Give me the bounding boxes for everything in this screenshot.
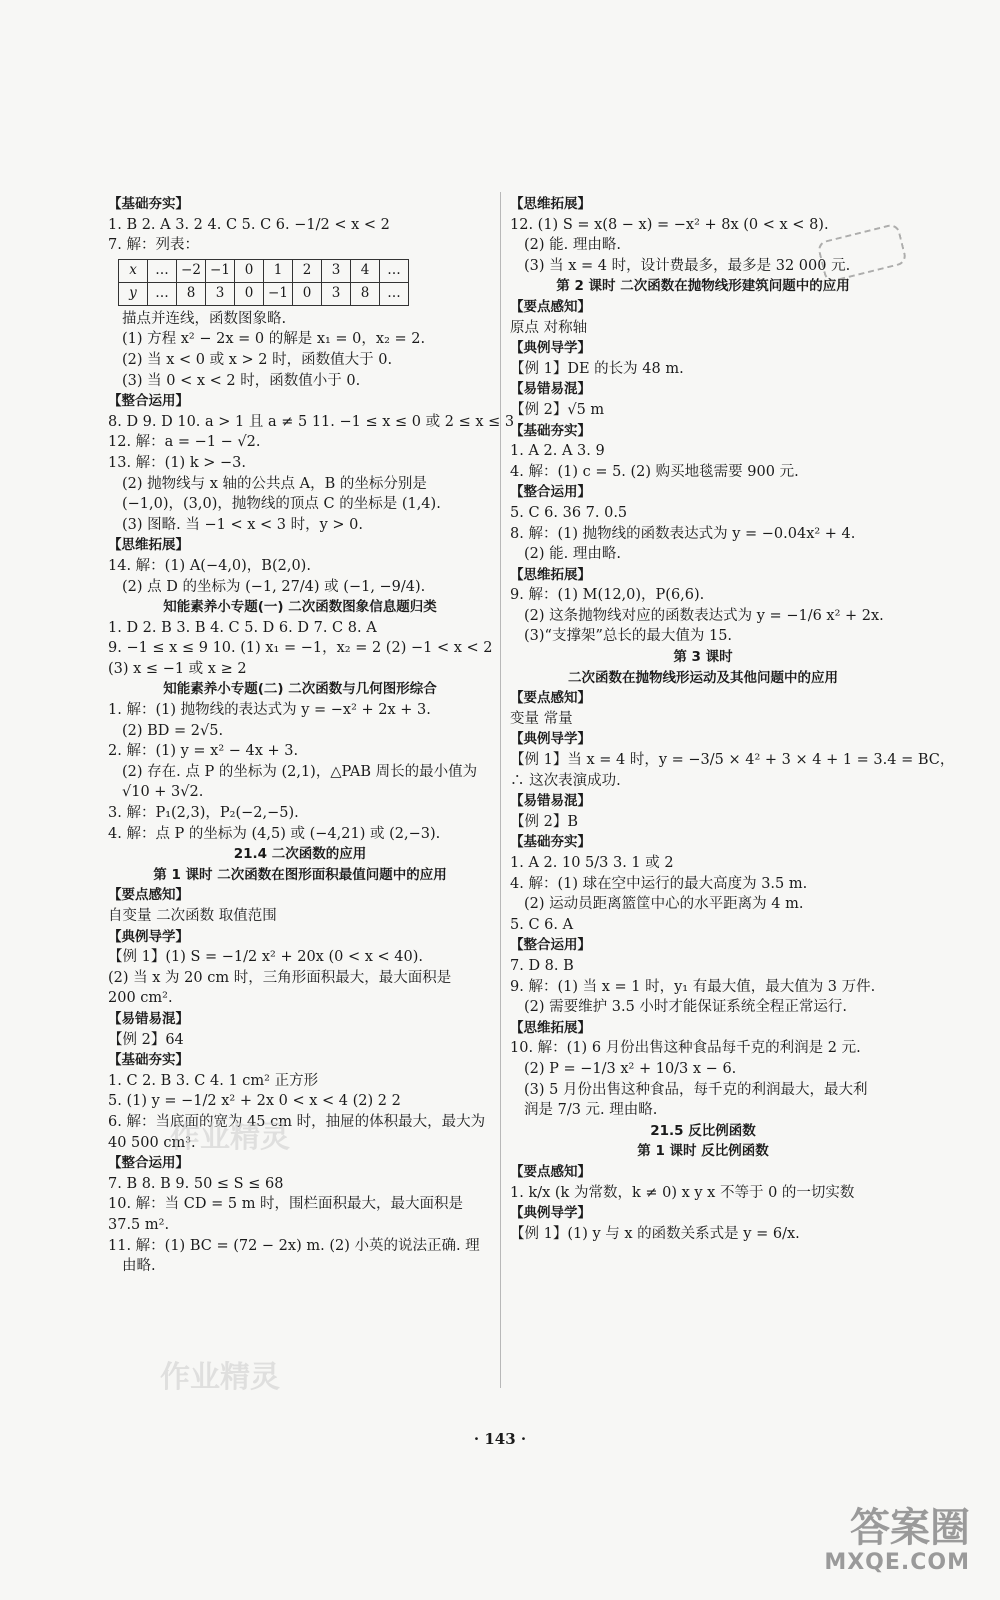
text-line: 由略.	[122, 1258, 156, 1275]
text-line: 1. A 2. 10 5/3 3. 1 或 2	[510, 855, 674, 871]
text-line: √10 + 3√2.	[122, 784, 204, 801]
table-cell: 0	[235, 259, 264, 282]
text-line: (2) 需要维护 3.5 小时才能保证系统全程正常运行.	[524, 999, 848, 1016]
table-cell: −1	[206, 259, 235, 282]
table-row	[119, 259, 409, 282]
text-line: 2. 解：(1) y = x² − 4x + 3.	[108, 743, 299, 760]
text-line: (2) 这条抛物线对应的函数表达式为 y = −1/6 x² + 2x.	[524, 607, 884, 624]
text-line: (2) BD = 2√5.	[122, 722, 224, 739]
table-cell: …	[148, 259, 177, 282]
text-line: 5. C 6. 36 7. 0.5	[510, 504, 628, 521]
left-column	[108, 194, 515, 1277]
text-line: (2) 抛物线与 x 轴的公共点 A，B 的坐标分别是	[122, 475, 427, 492]
text-line: 4. 解：点 P 的坐标为 (4,5) 或 (−4,21) 或 (2,−3).	[108, 825, 441, 842]
text-line: 7. B 8. B 9. 50 ≤ S ≤ 68	[108, 1175, 284, 1192]
table-cell: 8	[351, 282, 380, 305]
section-heading: 【典例导学】	[510, 731, 591, 748]
text-line: 9. 解：(1) M(12,0)，P(6,6).	[510, 587, 705, 604]
text-line: 5. (1) y = −1/2 x² + 2x 0 < x < 4 (2) 2 2	[108, 1093, 401, 1110]
page-number: · 143 ·	[473, 1430, 527, 1448]
text-line: (−1,0)，(3,0)，抛物线的顶点 C 的坐标是 (1,4).	[122, 496, 441, 513]
text-line: (3) 图略. 当 −1 < x < 3 时，y > 0.	[122, 516, 363, 533]
text-line: 6. 解：当底面的宽为 45 cm 时，抽屉的体积最大，最大为	[108, 1113, 486, 1130]
right-column	[510, 194, 955, 1244]
text-line: 【例 1】当 x = 4 时，y = −3/5 × 4² + 3 × 4 + 1 = 3.4 = BC，	[510, 752, 955, 769]
section-heading: 【思维拓展】	[510, 196, 591, 212]
text-line: 37.5 m².	[108, 1216, 170, 1233]
text-line: 润是 7/3 元. 理由略.	[524, 1102, 658, 1119]
section-heading: 【整合运用】	[510, 937, 591, 954]
watermark: 作业精灵	[170, 1120, 290, 1155]
table-cell: 3	[322, 259, 351, 282]
lesson-title: 二次函数在抛物线形运动及其他问题中的应用	[568, 669, 838, 686]
section-heading: 【易错易混】	[108, 1010, 189, 1027]
text-line: 13. 解：(1) k > −3.	[108, 454, 246, 471]
lesson-title: 21.4 二次函数的应用	[233, 846, 367, 863]
section-heading: 【基础夯实】	[510, 834, 591, 851]
table-cell: …	[148, 282, 177, 305]
section-heading: 【典例导学】	[510, 340, 591, 357]
section-heading: 【要点感知】	[108, 887, 189, 904]
text-line: (1) 方程 x² − 2x = 0 的解是 x₁ = 0，x₂ = 2.	[122, 331, 426, 348]
section-heading: 【易错易混】	[510, 381, 591, 398]
text-line: (2) 当 x < 0 或 x > 2 时，函数值大于 0.	[122, 351, 393, 368]
lesson-title: 第 2 课时 二次函数在抛物线形建筑问题中的应用	[556, 278, 850, 295]
section-heading: 【典例导学】	[510, 1205, 591, 1222]
text-line: (3) 当 x = 4 时，设计费最多，最多是 32 000 元.	[524, 257, 851, 274]
table-cell: −1	[264, 282, 293, 305]
text-line: 10. 解：当 CD = 5 m 时，围栏面积最大，最大面积是	[108, 1196, 464, 1213]
section-heading: 【基础夯实】	[108, 196, 189, 212]
section-heading: 【整合运用】	[108, 393, 189, 410]
section-heading: 【整合运用】	[510, 484, 591, 501]
section-heading: 【要点感知】	[510, 690, 591, 707]
text-line: 11. 解：(1) BC = (72 − 2x) m. (2) 小英的说法正确. 理	[108, 1237, 480, 1254]
lesson-title: 知能素养小专题(二) 二次函数与几何图形综合	[163, 681, 437, 698]
table-cell: x	[119, 259, 148, 282]
text-line: (2) 当 x 为 20 cm 时，三角形面积最大，最大面积是	[108, 969, 452, 986]
lesson-title: 第 1 课时 二次函数在图形面积最值问题中的应用	[153, 866, 447, 883]
text-line: 1. A 2. A 3. 9	[510, 443, 605, 460]
table-cell: …	[380, 259, 409, 282]
text-line: 14. 解：(1) A(−4,0)，B(2,0).	[108, 557, 311, 574]
text-line: 【例 2】B	[510, 813, 578, 830]
text-line: 4. 解：(1) 球在空中运行的最大高度为 3.5 m.	[510, 875, 808, 892]
text-line: 【例 1】(1) y 与 x 的函数关系式是 y = 6/x.	[510, 1225, 800, 1242]
table-cell: 0	[293, 282, 322, 305]
table-cell: 4	[351, 259, 380, 282]
text-line: 200 cm².	[108, 990, 173, 1007]
text-line: 3. 解：P₁(2,3)，P₂(−2,−5).	[108, 805, 299, 822]
text-line: 4. 解：(1) c = 5. (2) 购买地毯需要 900 元.	[510, 463, 799, 480]
table-cell: y	[119, 282, 148, 305]
lesson-title: 第 1 课时 反比例函数	[637, 1143, 769, 1160]
lesson-title: 21.5 反比例函数	[650, 1122, 756, 1139]
text-line: ∴ 这次表演成功.	[510, 772, 621, 789]
site-logo	[824, 1506, 970, 1575]
text-line: 40 500 cm³.	[108, 1134, 196, 1151]
text-line: 1. 解：(1) 抛物线的表达式为 y = −x² + 2x + 3.	[108, 702, 431, 719]
section-heading: 【思维拓展】	[510, 1019, 591, 1036]
text-line: 【例 2】64	[108, 1031, 184, 1048]
text-line: 8. 解：(1) 抛物线的函数表达式为 y = −0.04x² + 4.	[510, 525, 856, 542]
text-line: 5. C 6. A	[510, 916, 574, 933]
text-line: 1. k/x (k 为常数，k ≠ 0) x y x 不等于 0 的一切实数	[510, 1184, 855, 1201]
logo-text: 答案圈	[850, 1505, 970, 1551]
table-cell: 0	[235, 282, 264, 305]
text-line: 7. D 8. B	[510, 957, 574, 974]
text-line: (3)“支撑架”总长的最大值为 15.	[524, 628, 733, 645]
text-line: 9. 解：(1) 当 x = 1 时，y₁ 有最大值，最大值为 3 万件.	[510, 978, 876, 995]
table-cell: …	[380, 282, 409, 305]
text-line: 12. (1) S = x(8 − x) = −x² + 8x (0 < x < 8).	[510, 216, 829, 233]
text-line: (2) 能. 理由略.	[524, 237, 621, 254]
section-heading: 【要点感知】	[510, 1163, 591, 1180]
section-heading: 【典例导学】	[108, 928, 189, 945]
text-line: 【例 2】√5 m	[510, 401, 605, 418]
table-cell: 1	[264, 259, 293, 282]
table-cell: −2	[177, 259, 206, 282]
text-line: (3) 当 0 < x < 2 时，函数值小于 0.	[122, 372, 361, 389]
text-line: (2) 能. 理由略.	[524, 546, 621, 563]
text-line: 变量 常量	[510, 710, 573, 727]
text-line: 8. D 9. D 10. a > 1 且 a ≠ 5 11. −1 ≤ x ≤ 0 或 2 ≤ x ≤ 3	[108, 413, 515, 430]
table-cell: 2	[293, 259, 322, 282]
value-table	[118, 259, 409, 306]
text-line: (2) 存在. 点 P 的坐标为 (2,1)，△PAB 周长的最小值为	[122, 763, 478, 780]
text-line: 12. 解：a = −1 − √2.	[108, 434, 261, 451]
text-line: 1. D 2. B 3. B 4. C 5. D 6. D 7. C 8. A	[108, 619, 377, 636]
lesson-title: 知能素养小专题(一) 二次函数图象信息题归类	[163, 599, 437, 616]
watermark: 作业精灵	[160, 1360, 280, 1395]
table-row	[119, 282, 409, 305]
text-line: 【例 1】(1) S = −1/2 x² + 20x (0 < x < 40).	[108, 949, 423, 966]
text-line: (2) P = −1/3 x² + 10/3 x − 6.	[524, 1060, 737, 1077]
text-line: 描点并连线，函数图象略.	[122, 310, 287, 327]
text-line: (3) 5 月份出售这种食品，每千克的利润最大，最大利	[524, 1081, 868, 1098]
text-line: 10. 解：(1) 6 月份出售这种食品每千克的利润是 2 元.	[510, 1040, 861, 1057]
text-line: 1. B 2. A 3. 2 4. C 5. C 6. −1/2 < x < 2	[108, 216, 390, 233]
text-line: 9. −1 ≤ x ≤ 9 10. (1) x₁ = −1，x₂ = 2 (2) −1 < x < 2	[108, 640, 493, 657]
section-heading: 【要点感知】	[510, 298, 591, 315]
section-heading: 【基础夯实】	[108, 1052, 189, 1069]
text-line: (2) 运动员距离篮筐中心的水平距离为 4 m.	[524, 896, 804, 913]
text-line: 1. C 2. B 3. C 4. 1 cm² 正方形	[108, 1072, 319, 1089]
column-divider	[500, 192, 501, 1388]
section-heading: 【基础夯实】	[510, 422, 591, 439]
table-cell: 8	[177, 282, 206, 305]
table-cell: 3	[206, 282, 235, 305]
section-heading: 【整合运用】	[108, 1155, 189, 1172]
text-line: 原点 对称轴	[510, 319, 588, 336]
text-line: 7. 解：列表：	[108, 237, 199, 254]
lesson-title: 第 3 课时	[673, 649, 733, 666]
section-heading: 【思维拓展】	[510, 566, 591, 583]
section-heading: 【思维拓展】	[108, 537, 189, 554]
text-line: (3) x ≤ −1 或 x ≥ 2	[108, 660, 247, 677]
logo-url: MXQE.COM	[824, 1550, 970, 1575]
text-line: (2) 点 D 的坐标为 (−1, 27/4) 或 (−1, −9/4).	[122, 578, 426, 595]
section-heading: 【易错易混】	[510, 793, 591, 810]
table-cell: 3	[322, 282, 351, 305]
text-line: 【例 1】DE 的长为 48 m.	[510, 360, 684, 377]
text-line: 自变量 二次函数 取值范围	[108, 908, 277, 924]
